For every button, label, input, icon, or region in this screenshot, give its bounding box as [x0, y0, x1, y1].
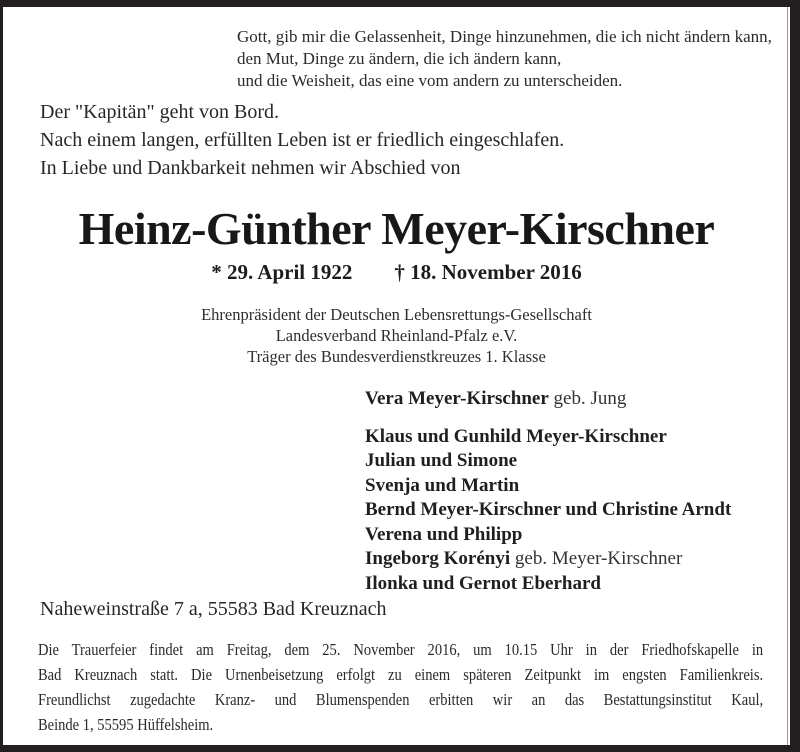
mourner-name: Svenja und Martin: [365, 474, 520, 496]
mourner-name-suffix: geb. Jung: [548, 388, 627, 409]
scan-frame-right: [790, 0, 800, 752]
mourner-entry: [365, 498, 731, 523]
family-address: Naheweinstraße 7 a, 55583 Bad Kreuznach: [40, 598, 387, 620]
mourner-name: Julian und Simone: [365, 450, 518, 471]
mourner-entry: [365, 474, 731, 499]
mourner-entry: [365, 547, 731, 572]
intro-line: Nach einem langen, erfüllten Leben ist er friedlich eingeschlafen.: [40, 129, 565, 151]
intro-line: Der "Kapitän" geht von Bord.: [40, 101, 280, 123]
scan-frame-left: [0, 0, 3, 752]
scan-edge-line: [787, 0, 788, 752]
notice-line: Die Trauerfeier findet am Freitag, dem 25. November 2016, um 10.15 Uhr in der Friedhofskapelle in: [38, 640, 764, 659]
intro-line: In Liebe und Dankbarkeit nehmen wir Abschied von: [40, 157, 461, 179]
mourner-name: Ilonka und Gernot Eberhard: [365, 572, 601, 594]
opening-prayer: [237, 26, 772, 92]
mourner-name: Verena und Philipp: [365, 523, 523, 545]
life-dates: [0, 260, 793, 285]
deceased-name: Heinz-Günther Meyer-Kirschner: [78, 203, 715, 254]
mourner-entry: [365, 387, 731, 412]
mourner-entry: [365, 425, 731, 450]
mourner-name: Vera Meyer-Kirschner: [365, 388, 549, 409]
mourner-entry: [365, 523, 731, 548]
prayer-line: den Mut, Dinge zu ändern, die ich ändern kann,: [237, 49, 562, 68]
honor-line: Landesverband Rheinland-Pfalz e.V.: [275, 326, 518, 345]
prayer-line: Gott, gib mir die Gelassenheit, Dinge hinzunehmen, die ich nicht ändern kann,: [237, 27, 772, 46]
scan-frame-bottom: [0, 745, 800, 752]
mourner-name: Klaus und Gunhild Meyer-Kirschner: [365, 425, 667, 447]
funeral-notice: [38, 637, 763, 737]
mourner-entry: [365, 449, 731, 474]
notice-line: Beinde 1, 55595 Hüffelsheim.: [38, 715, 214, 734]
scan-frame-top: [0, 0, 800, 7]
notice-line: Freundlichst zugedachte Kranz- und Blumenspenden erbitten wir an das Bestattungsinstitut Kaul,: [38, 690, 764, 709]
mourner-name: Bernd Meyer-Kirschner und Christine Arndt: [365, 499, 732, 520]
mourner-entry: [365, 572, 731, 597]
birth-date: * 29. April 1922: [211, 260, 353, 284]
mourner-name: Ingeborg Korényi: [365, 548, 511, 569]
intro-text: [40, 98, 564, 182]
honor-line: Ehrenpräsident der Deutschen Lebensrettungs-Gesellschaft: [201, 305, 592, 324]
honor-line: Träger des Bundesverdienstkreuzes 1. Klasse: [247, 347, 546, 366]
honors-list: [0, 304, 793, 367]
mourners-list: [365, 387, 731, 596]
mourner-name-suffix: geb. Meyer-Kirschner: [510, 548, 683, 569]
prayer-line: und die Weisheit, das eine vom andern zu unterscheiden.: [237, 71, 623, 90]
notice-line: Bad Kreuznach statt. Die Urnenbeisetzung erfolgt zu einem späteren Zeitpunkt im engsten Familienkreis.: [38, 665, 764, 684]
death-date: † 18. November 2016: [394, 260, 582, 284]
